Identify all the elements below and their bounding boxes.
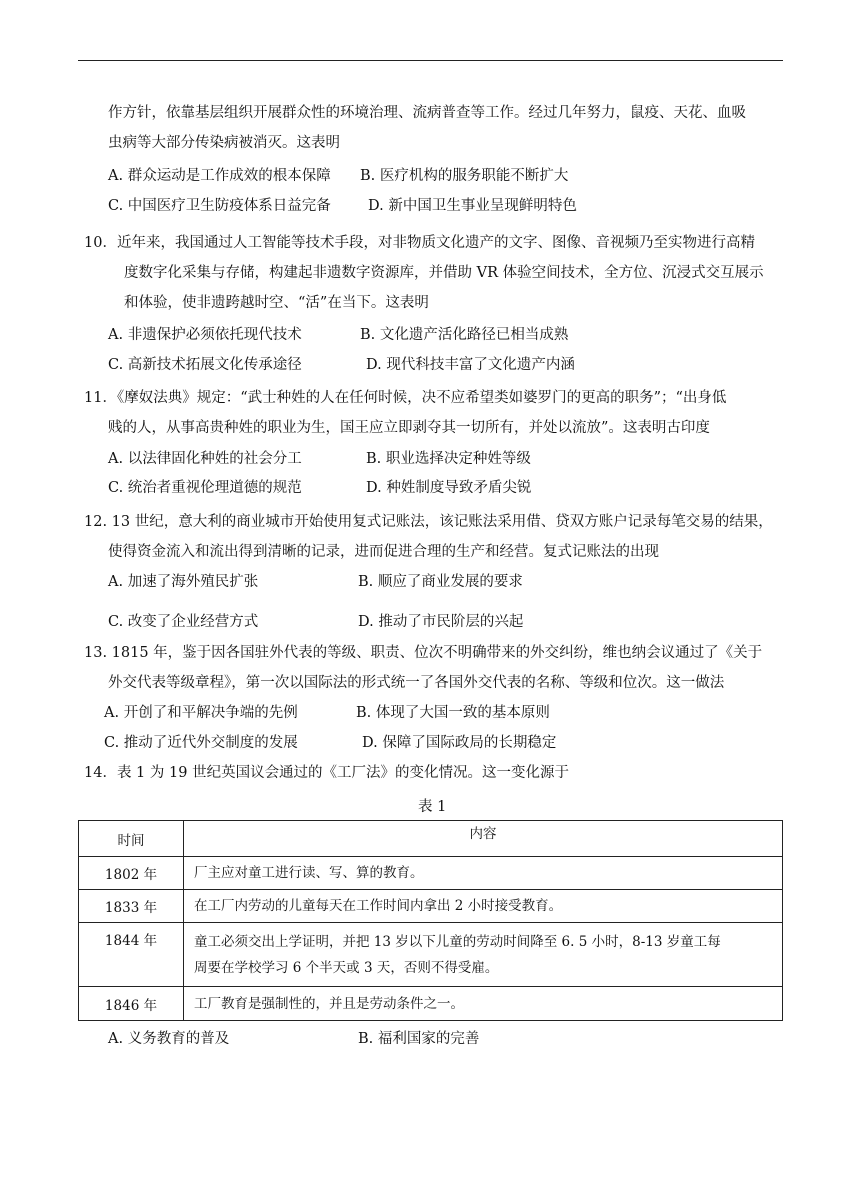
q10-text-line3: 和体验，使非遗跨越时空、“活”在当下。这表明 <box>124 295 429 311</box>
q11-option-a[interactable]: A. 以法律固化种姓的社会分工 <box>108 451 302 467</box>
header-rule <box>78 60 783 61</box>
q9-option-a[interactable]: A. 群众运动是工作成效的根本保障 <box>108 168 331 184</box>
q9-text-line1: 作方针，依靠基层组织开展群众性的环境治理、流病普查等工作。经过几年努力，鼠疫、天花、血吸 <box>108 105 746 121</box>
q10-text-line1: 10．近年来，我国通过人工智能等技术手段，对非物质文化遗产的文字、图像、音视频乃至实物进行高精 <box>84 235 755 251</box>
table-row <box>79 857 783 890</box>
header-content: 内容 <box>184 821 783 857</box>
q13-option-c[interactable]: C. 推动了近代外交制度的发展 <box>104 735 298 751</box>
q13-option-d[interactable]: D. 保障了国际政局的长期稳定 <box>362 735 557 751</box>
q13-text-line1: 13. 1815 年，鉴于因各国驻外代表的等级、职责、位次不明确带来的外交纠纷，维也纳会议通过了《关于 <box>84 645 763 661</box>
q14-option-b[interactable]: B. 福利国家的完善 <box>358 1031 480 1047</box>
table-caption: 表 1 <box>418 799 447 815</box>
q13-text-line2: 外交代表等级章程》，第一次以国际法的形式统一了各国外交代表的名称、等级和位次。这一做法 <box>108 675 725 691</box>
q9-text-line2: 虫病等大部分传染病被消灭。这表明 <box>108 135 340 151</box>
table-row <box>79 923 783 987</box>
row-year: 1833 年 <box>79 890 184 923</box>
q11-option-d[interactable]: D. 种姓制度导致矛盾尖锐 <box>366 480 532 496</box>
header-time: 时间 <box>79 821 184 857</box>
row-year: 1846 年 <box>79 987 184 1021</box>
q9-option-d[interactable]: D. 新中国卫生事业呈现鲜明特色 <box>368 198 577 214</box>
row-year: 1802 年 <box>79 857 184 890</box>
q9-option-c[interactable]: C. 中国医疗卫生防疫体系日益完备 <box>108 198 331 214</box>
q14-option-a[interactable]: A. 义务教育的普及 <box>108 1031 230 1047</box>
q12-text-line2: 使得资金流入和流出得到清晰的记录，进而促进合理的生产和经营。复式记账法的出现 <box>108 544 659 560</box>
row-content-line2: 周要在学校学习 6 个半天或 3 天，否则不得受雇。 <box>194 959 499 976</box>
row-content <box>184 923 783 987</box>
q12-option-d[interactable]: D. 推动了市民阶层的兴起 <box>358 614 524 630</box>
row-content-line1: 童工必须交出上学证明，并把 13 岁以下儿童的劳动时间降至 6. 5 小时，8-13 岁童工每 <box>194 933 721 950</box>
row-content: 在工厂内劳动的儿童每天在工作时间内拿出 2 小时接受教育。 <box>184 890 783 923</box>
q14-text-line1: 14．表 1 为 19 世纪英国议会通过的《工厂法》的变化情况。这一变化源于 <box>84 765 570 781</box>
q10-option-a[interactable]: A. 非遗保护必须依托现代技术 <box>108 327 302 343</box>
row-content: 工厂教育是强制性的，并且是劳动条件之一。 <box>184 987 783 1021</box>
table-row <box>79 890 783 923</box>
row-year: 1844 年 <box>79 923 184 987</box>
q11-text-line2: 贱的人，从事高贵种姓的职业为生，国王应立即剥夺其一切所有，并处以流放”。这表明古印度 <box>108 420 710 436</box>
row-content: 厂主应对童工进行读、写、算的教育。 <box>184 857 783 890</box>
table-header-row <box>79 821 783 857</box>
q13-option-b[interactable]: B. 体现了大国一致的基本原则 <box>356 705 550 721</box>
q12-option-c[interactable]: C. 改变了企业经营方式 <box>108 614 259 630</box>
q12-option-b[interactable]: B. 顺应了商业发展的要求 <box>358 574 523 590</box>
q11-text-line1: 11．《摩奴法典》规定：“武士种姓的人在任何时候，决不应希望类如婆罗门的更高的职务”；“出身低 <box>84 390 727 406</box>
q10-text-line2: 度数字化采集与存储，构建起非遗数字资源库，并借助 VR 体验空间技术，全方位、沉浸式交互展示 <box>124 265 764 281</box>
q10-option-d[interactable]: D. 现代科技丰富了文化遗产内涵 <box>366 357 575 373</box>
table-row <box>79 987 783 1021</box>
q12-text-line1: 12. 13 世纪，意大利的商业城市开始使用复式记账法，该记账法采用借、贷双方账户记录每笔交易的结果， <box>84 514 773 530</box>
q11-option-b[interactable]: B. 职业选择决定种姓等级 <box>366 451 531 467</box>
q9-option-b[interactable]: B. 医疗机构的服务职能不断扩大 <box>360 168 569 184</box>
q10-option-b[interactable]: B. 文化遗产活化路径已相当成熟 <box>360 327 569 343</box>
q13-option-a[interactable]: A. 开创了和平解决争端的先例 <box>104 705 298 721</box>
q11-option-c[interactable]: C. 统治者重视伦理道德的规范 <box>108 480 302 496</box>
q12-option-a[interactable]: A. 加速了海外殖民扩张 <box>108 574 259 590</box>
q10-option-c[interactable]: C. 高新技术拓展文化传承途径 <box>108 357 302 373</box>
factory-act-table <box>78 820 783 1021</box>
